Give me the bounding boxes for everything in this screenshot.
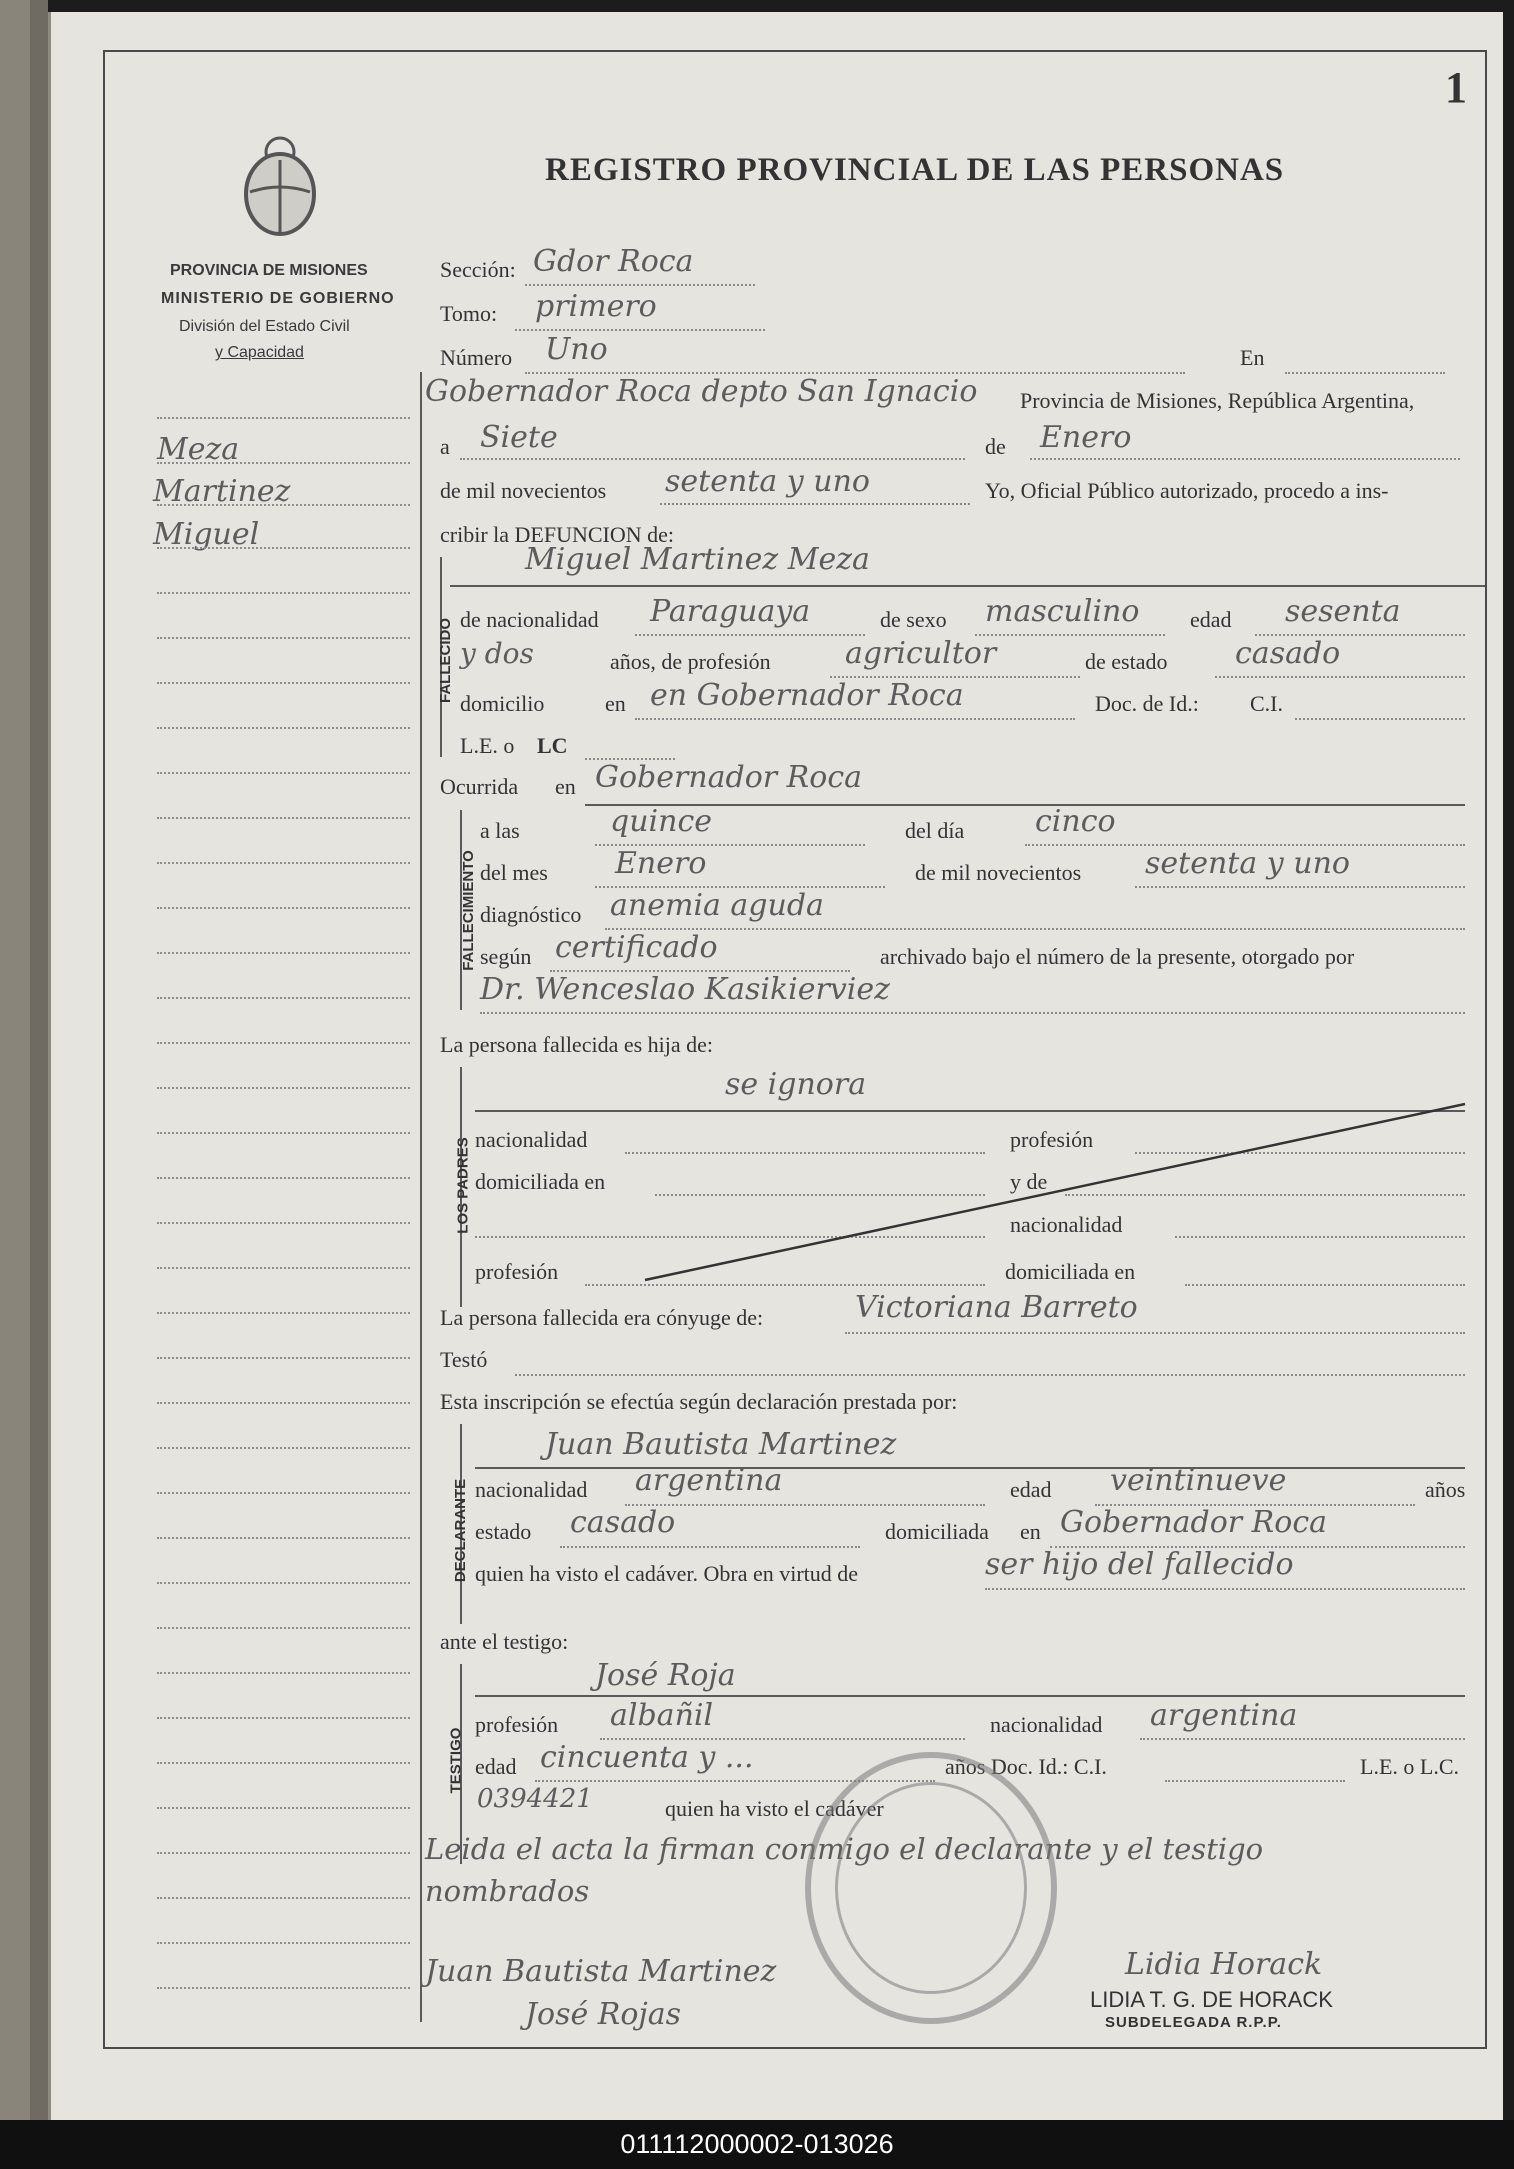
label-declarante-en: en — [1020, 1519, 1041, 1544]
value-profesion: agricultor — [845, 636, 997, 671]
label-seccion: Sección: — [440, 257, 516, 282]
value-anio: setenta y uno — [665, 464, 870, 499]
value-mes-fallecimiento: Enero — [615, 846, 707, 881]
value-testigo-edad: cincuenta y ... — [540, 1740, 754, 1775]
value-mes: Enero — [1040, 420, 1132, 455]
label-domicilio-en: en — [605, 691, 626, 716]
label-de-nacionalidad: de nacionalidad — [460, 607, 599, 632]
label-anos-profesion: años, de profesión — [610, 649, 771, 674]
value-testigo: José Roja — [595, 1658, 736, 1693]
label-del-mes: del mes — [480, 860, 548, 885]
label-tomo: Tomo: — [440, 301, 498, 326]
section-declarante: DECLARANTE — [452, 1478, 470, 1583]
value-edad2: y dos — [460, 637, 534, 670]
section-fallecido: FALLECIDO — [437, 618, 454, 703]
page-number: 1 — [1445, 63, 1467, 112]
label-a: a — [440, 434, 450, 459]
form-border — [103, 50, 1487, 2049]
value-anio-fallecimiento: setenta y uno — [1145, 846, 1350, 881]
label-madre-profesion: profesión — [475, 1259, 559, 1284]
label-declarante-nacionalidad: nacionalidad — [475, 1477, 588, 1502]
official-name: LIDIA T. G. DE HORACK — [1090, 1987, 1333, 2012]
label-quien-visto2: quien ha visto el cadáver — [665, 1796, 884, 1821]
value-dia-fallecimiento: cinco — [1035, 804, 1116, 839]
signature-oficial: Lidia Horack — [1125, 1947, 1323, 1982]
province-name: PROVINCIA DE MISIONES — [170, 262, 368, 279]
value-sexo: masculino — [985, 594, 1140, 629]
value-tomo: primero — [535, 289, 657, 324]
value-testigo-nacionalidad: argentina — [1150, 1698, 1298, 1733]
label-y-de: y de — [1010, 1169, 1048, 1194]
value-declarante: Juan Bautista Martinez — [545, 1427, 897, 1462]
label-declarante-edad: edad — [1010, 1477, 1052, 1502]
value-segun: certificado — [555, 930, 718, 965]
label-padre-domicilio: domiciliada en — [475, 1169, 606, 1194]
section-padres: LOS PADRES — [454, 1137, 472, 1234]
value-testigo-doc: 0394421 — [477, 1784, 593, 1814]
label-en: En — [1240, 345, 1265, 370]
value-le-lc-mark: LC — [537, 733, 568, 758]
value-medico: Dr. Wenceslao Kasikierviez — [480, 972, 890, 1007]
page-title: REGISTRO PROVINCIAL DE LAS PERSONAS — [545, 152, 1285, 188]
label-segun: según — [480, 944, 532, 969]
value-conyuge: Victoriana Barreto — [855, 1290, 1138, 1325]
document-id: 011112000002-013026 — [0, 2120, 1514, 2169]
label-de-mil: de mil novecientos — [440, 478, 607, 503]
binder-spine — [0, 0, 30, 2120]
label-testo: Testó — [440, 1347, 488, 1372]
label-de-estado: de estado — [1085, 649, 1168, 674]
label-declarante-domiciliada: domiciliada — [885, 1519, 989, 1544]
value-declarante-edad: veintinueve — [1110, 1463, 1287, 1498]
value-testigo-profesion: albañil — [610, 1698, 714, 1733]
label-provincia: Provincia de Misiones, República Argentina, — [1020, 388, 1415, 413]
label-quien-visto: quien ha visto el cadáver. Obra en virtud de — [475, 1561, 859, 1586]
binder-edge — [30, 0, 48, 2120]
label-madre-domicilio: domiciliada en — [1005, 1259, 1136, 1284]
label-del-dia: del día — [905, 818, 965, 843]
value-nombrados: nombrados — [425, 1874, 590, 1908]
value-numero: Uno — [545, 332, 608, 367]
label-conyuge: La persona fallecida era cónyuge de: — [440, 1305, 764, 1330]
division-name: División del Estado Civil — [179, 318, 350, 335]
sidebar-name-3: Miguel — [153, 517, 260, 552]
section-testigo: TESTIGO — [447, 1727, 465, 1794]
label-declarante-anos: años — [1425, 1477, 1466, 1502]
value-declarante-nacionalidad: argentina — [635, 1463, 783, 1498]
value-nombre: Miguel Martinez Meza — [525, 542, 870, 577]
value-hora: quince — [610, 804, 712, 839]
value-leida: Leida el acta la firman conmigo el declarante y el testigo — [425, 1832, 1264, 1866]
value-seccion: Gdor Roca — [533, 244, 694, 279]
label-domicilio: domicilio — [460, 691, 545, 716]
label-le-lc: L.E. o — [460, 733, 515, 758]
label-de: de — [985, 434, 1006, 459]
label-testigo-doc: años Doc. Id.: C.I. — [945, 1754, 1107, 1779]
label-padre-profesion: profesión — [1010, 1127, 1094, 1152]
label-ci: C.I. — [1250, 691, 1283, 716]
sidebar-name-1: Meza — [157, 432, 240, 467]
label-testigo-profesion: profesión — [475, 1712, 559, 1737]
label-madre-nacionalidad: nacionalidad — [1010, 1212, 1123, 1237]
value-declarante-estado: casado — [570, 1505, 676, 1540]
strike-line — [105, 52, 1485, 2047]
label-ante-testigo: ante el testigo: — [440, 1629, 569, 1654]
label-diagnostico: diagnóstico — [480, 902, 582, 927]
label-oficial: Yo, Oficial Público autorizado, procedo a ins- — [985, 478, 1389, 503]
document-page — [48, 12, 1503, 2120]
label-edad: edad — [1190, 607, 1232, 632]
label-a-las: a las — [480, 818, 520, 843]
label-ocurrida: Ocurrida — [440, 774, 519, 799]
label-padre-nacionalidad: nacionalidad — [475, 1127, 588, 1152]
signature-declarante: Juan Bautista Martinez — [425, 1954, 777, 1989]
label-testigo-nacionalidad: nacionalidad — [990, 1712, 1103, 1737]
label-numero: Número — [440, 345, 513, 370]
sidebar-name-2: Martinez — [153, 474, 291, 509]
value-obra: ser hijo del fallecido — [985, 1547, 1294, 1582]
label-inscripcion: Esta inscripción se efectúa según declaración prestada por: — [440, 1389, 958, 1414]
value-lugar: Gobernador Roca depto San Ignacio — [425, 374, 978, 409]
value-nacionalidad: Paraguaya — [650, 594, 811, 629]
value-declarante-domicilio: Gobernador Roca — [1060, 1505, 1328, 1540]
label-de-sexo: de sexo — [880, 607, 947, 632]
ministry-name: MINISTERIO DE GOBIERNO — [161, 290, 395, 307]
value-dia: Siete — [480, 420, 558, 455]
value-edad: sesenta — [1285, 594, 1401, 629]
value-estado: casado — [1235, 636, 1341, 671]
value-diagnostico: anemia aguda — [610, 888, 824, 923]
signature-testigo: José Rojas — [525, 1997, 682, 2032]
division-capacity: y Capacidad — [215, 344, 304, 361]
value-padres: se ignora — [725, 1067, 867, 1102]
label-ocurrida-en: en — [555, 774, 576, 799]
label-archivado: archivado bajo el número de la presente, otorgado por — [880, 944, 1355, 969]
label-testigo-edad: edad — [475, 1754, 517, 1779]
label-declarante-estado: estado — [475, 1519, 532, 1544]
official-title: SUBDELEGADA R.P.P. — [1105, 2014, 1282, 2031]
label-de-mil2: de mil novecientos — [915, 860, 1082, 885]
label-testigo-le-lc: L.E. o L.C. — [1360, 1754, 1459, 1779]
official-seal — [805, 1752, 1057, 2024]
section-fallecimiento: FALLECIMIENTO — [459, 850, 477, 971]
label-doc-id: Doc. de Id.: — [1095, 691, 1199, 716]
value-domicilio: en Gobernador Roca — [650, 678, 964, 713]
label-hija: La persona fallecida es hija de: — [440, 1032, 714, 1057]
label-cribir: cribir la DEFUNCION de: — [440, 522, 675, 547]
value-ocurrida: Gobernador Roca — [595, 760, 863, 795]
